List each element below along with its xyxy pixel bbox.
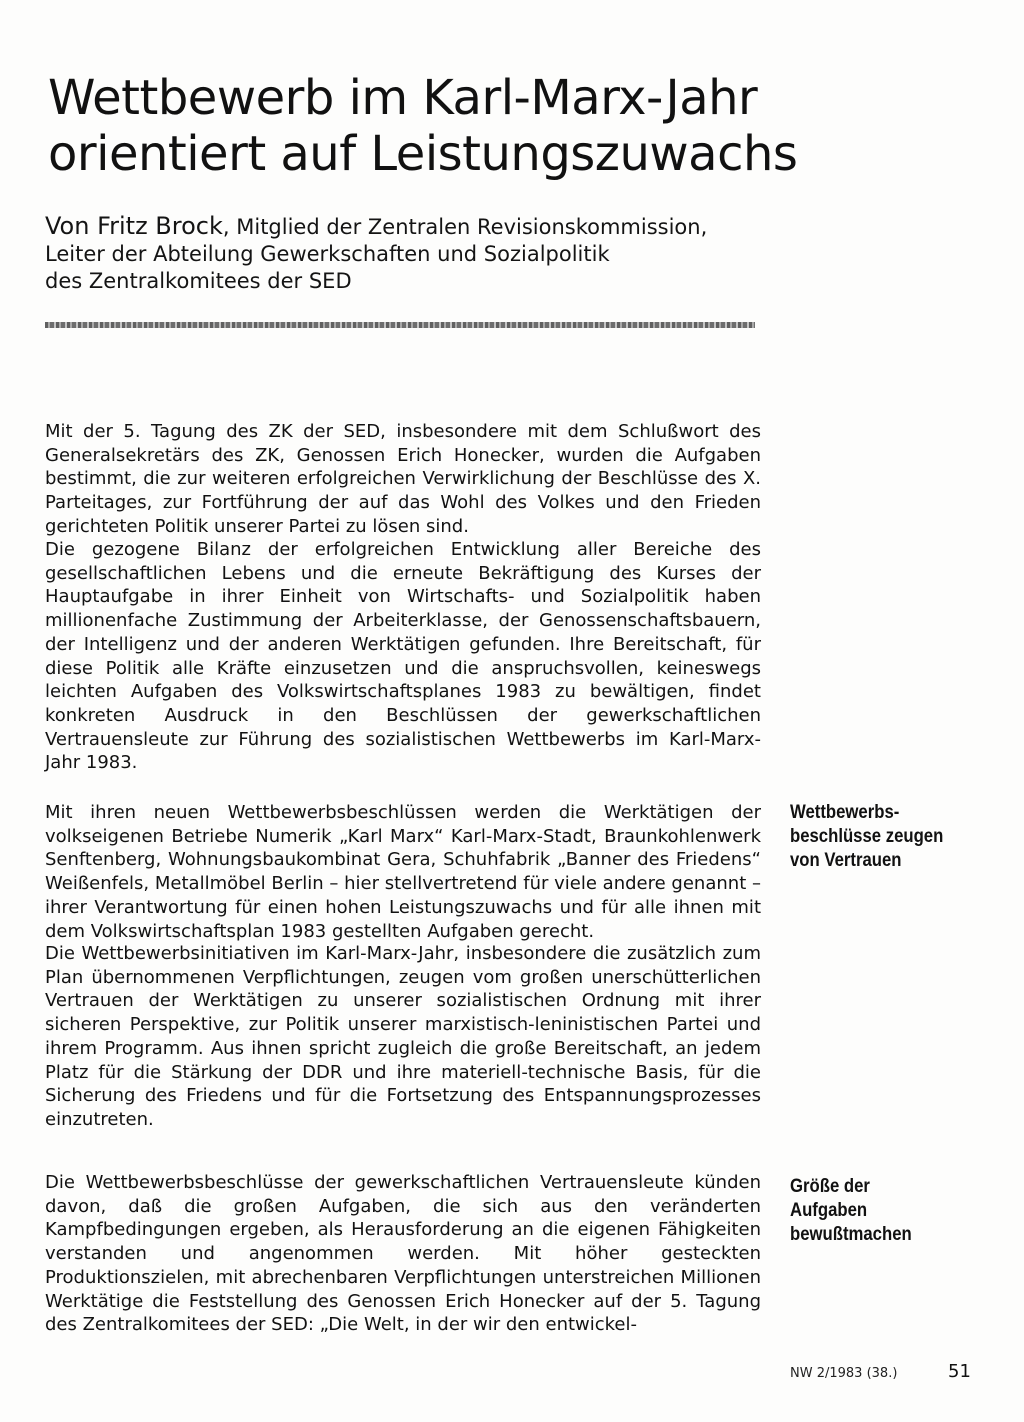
body-paragraph-1: Mit der 5. Tagung des ZK der SED, insbesondere mit dem Schlußwort des Generalsekretärs des ZK, Genossen Erich Honecker, wurden die Aufgaben bestimmt, die zur weiteren erfolgreichen Verwirklichung der Beschlüsse des X. Parteitages, zur Fortführung der auf das Wohl des Volkes und den Frieden gerichteten Politik unserer Partei zu lösen sind. [45,421,761,537]
article-title [48,70,948,182]
byline-line-3: des Zentralkomitees der SED [45,269,352,293]
page-number: 51 [948,1361,971,1382]
margin-note-2-line-2: Aufgaben [790,1200,868,1221]
article-byline [45,213,805,295]
margin-note-2-line-1: Größe der [790,1176,870,1197]
margin-note-1-line-3: von Vertrauen [790,850,902,871]
body-paragraph-2: Die gezogene Bilanz der erfolgreichen Entwicklung aller Bereiche des gesellschaftlichen Lebens und die erneute Bekräftigung des Kurses der Hauptaufgabe in ihrer Einheit von Wirtschafts- und Sozialpolitik haben millionenfache Zustimmung der Arbeiterklasse, der Genossenschaftsbauern, der Intelligenz und der anderen Werktätigen gefunden. Ihre Bereitschaft, für diese Politik alle Kräfte einzusetzen und die anspruchsvollen, keineswegs leichten Aufgaben des Volkswirtschaftsplanes 1983 zu bewältigen, findet konkreten Ausdruck in den Beschlüssen der gewerkschaftlichen Vertrauensleute zur Führung des sozialistischen Wettbewerbs im Karl-Marx-Jahr 1983. [45,539,761,774]
title-line-2: orientiert auf Leistungszuwachs [48,126,798,182]
byline-line-2: Leiter der Abteilung Gewerkschaften und Sozialpolitik [45,242,610,266]
margin-note-1-line-2: beschlüsse zeugen [790,826,944,847]
margin-note-1-line-1: Wettbewerbs- [790,802,900,823]
author-role: , Mitglied der Zentralen Revisionskommission, [222,215,708,239]
body-paragraph-5: Die Wettbewerbsbeschlüsse der gewerkschaftlichen Vertrauensleute künden davon, daß die großen Aufgaben, die sich aus den veränderten Kampfbedingungen ergeben, als Herausforderung an die eigenen Fähigkeiten verstanden und angenommen werden. Mit höher gesteckten Produktionszielen, mit abrechenbaren Verpflichtungen unterstreichen Millionen Werktätige die Feststellung des Genossen Erich Honecker auf der 5. Tagung des Zentralkomitees der SED: „Die Welt, in der wir den entwickel- [45,1172,761,1336]
author-name: Fritz Brock [97,212,223,240]
margin-note-2-line-3: bewußtmachen [790,1224,912,1245]
journal-reference: NW 2/1983 (38.) [790,1366,898,1381]
decorative-rule [45,322,755,328]
body-paragraph-4: Die Wettbewerbsinitiativen im Karl-Marx-Jahr, insbesondere die zusätzlich zum Plan übernommenen Verpflichtungen, zeugen vom großen unerschütterlichen Vertrauen der Werktätigen zu unserer sozialistischen Ordnung mit ihrer sicheren Perspektive, zur Politik unserer marxistisch-leninistischen Partei und ihrem Programm. Aus ihnen spricht zugleich die große Bereitschaft, an jedem Platz für die Stärkung der DDR und ihre materiell-technische Basis, für die Sicherung des Friedens und für die Fortsetzung des Entspannungsprozesses einzutreten. [45,943,761,1130]
body-paragraph-3: Mit ihren neuen Wettbewerbsbeschlüssen werden die Werktätigen der volkseigenen Betriebe Numerik „Karl Marx“ Karl-Marx-Stadt, Braunkohlenwerk Senftenberg, Wohnungsbaukombinat Gera, Schuhfabrik „Banner des Friedens“ Weißenfels, Metallmöbel Berlin – hier stellvertretend für viele andere genannt – ihrer Verantwortung für einen hohen Leistungszuwachs und für alle ihnen mit dem Volkswirtschaftsplan 1983 gestellten Aufgaben gerecht. [45,802,761,942]
title-line-1: Wettbewerb im Karl-Marx-Jahr [48,70,758,126]
byline-prefix: Von [45,212,98,240]
byline-line-1 [45,213,805,241]
margin-note-1 [790,801,966,873]
margin-note-2 [790,1175,966,1247]
